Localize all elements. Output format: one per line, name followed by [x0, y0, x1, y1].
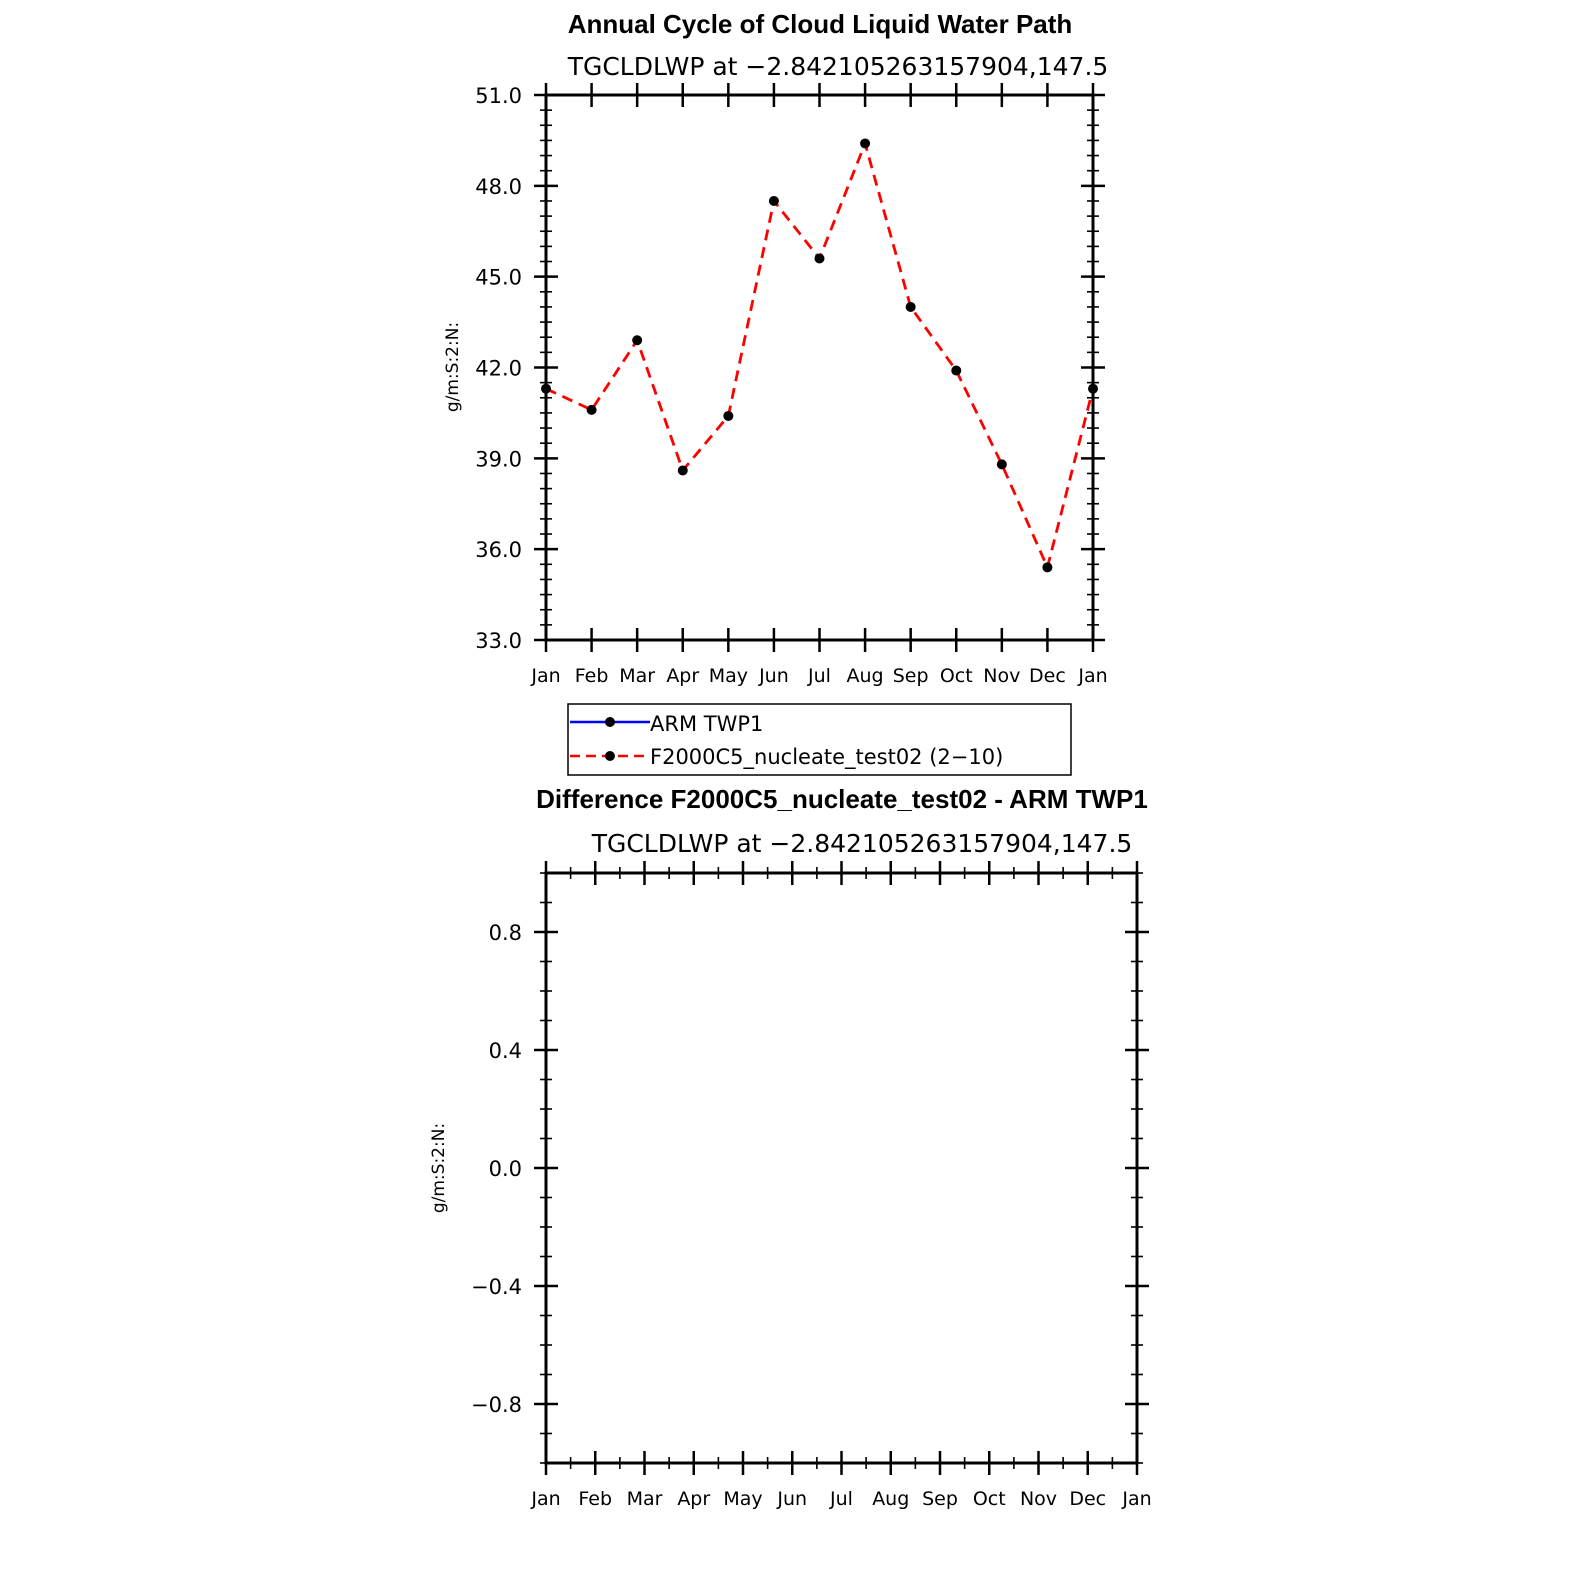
x-tick-label: Jul: [830, 1488, 853, 1510]
y-tick-label: 0.8: [488, 921, 522, 945]
data-point: [860, 138, 870, 148]
x-tick-label: Jan: [531, 665, 561, 687]
x-tick-label: Nov: [983, 665, 1021, 687]
x-tick-label: Aug: [872, 1488, 910, 1510]
x-tick-label: Mar: [626, 1488, 663, 1510]
x-tick-label: Jan: [1122, 1488, 1152, 1510]
x-tick-label: May: [708, 665, 748, 687]
bottom-chart-title: Difference F2000C5_nucleate_test02 - ARM TWP1: [536, 784, 1148, 814]
y-tick-label: 48.0: [475, 174, 522, 199]
x-tick-label: Apr: [666, 665, 700, 687]
x-tick-label: May: [723, 1488, 763, 1510]
bottom-chart-plot-frame: [546, 873, 1137, 1463]
data-point: [1042, 562, 1052, 572]
x-tick-label: Jul: [808, 665, 831, 687]
top-chart-x-tick-labels: [530, 665, 1107, 687]
y-tick-label: 39.0: [475, 447, 522, 472]
bottom-chart-ticks: [534, 861, 1149, 1475]
x-tick-label: Sep: [922, 1488, 958, 1510]
top-chart-ticks: [534, 83, 1105, 652]
x-tick-label: Dec: [1069, 1488, 1107, 1510]
y-tick-label: 0.4: [488, 1039, 522, 1063]
top-chart-subtitle: TGCLDLWP at −2.842105263157904,147.5: [567, 52, 1109, 81]
bottom-chart-y-tick-labels: [471, 921, 522, 1417]
y-tick-label: 36.0: [475, 538, 522, 563]
data-point: [997, 459, 1007, 469]
data-point: [587, 405, 597, 415]
top-chart-title: Annual Cycle of Cloud Liquid Water Path: [567, 9, 1073, 39]
y-tick-label: 42.0: [475, 356, 522, 381]
x-tick-label: Oct: [972, 1488, 1006, 1510]
x-tick-label: Aug: [846, 665, 884, 687]
bottom-chart: [429, 784, 1152, 1510]
data-point: [815, 254, 825, 264]
legend-label-arm-twp1: ARM TWP1: [650, 712, 764, 736]
x-tick-label: Jan: [1078, 665, 1108, 687]
y-tick-label: 33.0: [475, 629, 522, 653]
y-tick-label: 0.0: [488, 1157, 522, 1181]
x-tick-label: Dec: [1029, 665, 1066, 687]
x-tick-label: Jan: [531, 1488, 561, 1510]
top-chart: [443, 9, 1108, 687]
top-chart-plot-frame: [546, 95, 1093, 640]
legend-label-f2000c5: F2000C5_nucleate_test02 (2−10): [650, 745, 1004, 769]
x-tick-label: Mar: [619, 665, 656, 687]
top-chart-y-axis-label: g/m:S:2:N:: [443, 321, 463, 413]
x-tick-label: Jun: [777, 1488, 808, 1510]
y-tick-label: −0.8: [471, 1393, 522, 1417]
data-point: [632, 335, 642, 345]
legend-marker-f2000c5: [605, 751, 615, 761]
y-tick-label: 45.0: [475, 265, 522, 290]
legend-marker-arm-twp1: [605, 717, 615, 727]
legend: [568, 704, 1071, 775]
bottom-chart-subtitle: TGCLDLWP at −2.842105263157904,147.5: [591, 829, 1133, 858]
x-tick-label: Oct: [939, 665, 973, 687]
x-tick-label: Feb: [574, 665, 609, 687]
bottom-chart-x-tick-labels: [530, 1488, 1151, 1510]
series-line-1: [546, 143, 1093, 567]
y-tick-label: 51.0: [475, 84, 522, 108]
x-tick-label: Jun: [759, 665, 789, 687]
data-point: [723, 411, 733, 421]
data-point: [906, 302, 916, 312]
data-point: [951, 366, 961, 376]
data-point: [1088, 384, 1098, 394]
top-chart-series: [541, 138, 1098, 572]
top-chart-y-tick-labels: [475, 84, 522, 653]
x-tick-label: Nov: [1019, 1488, 1058, 1510]
bottom-chart-y-axis-label: g/m:S:2:N:: [429, 1122, 449, 1214]
x-tick-label: Feb: [578, 1488, 613, 1510]
data-point: [678, 465, 688, 475]
data-point: [769, 196, 779, 206]
x-tick-label: Sep: [892, 665, 929, 687]
x-tick-label: Apr: [677, 1488, 711, 1510]
y-tick-label: −0.4: [471, 1275, 522, 1299]
data-point: [541, 384, 551, 394]
